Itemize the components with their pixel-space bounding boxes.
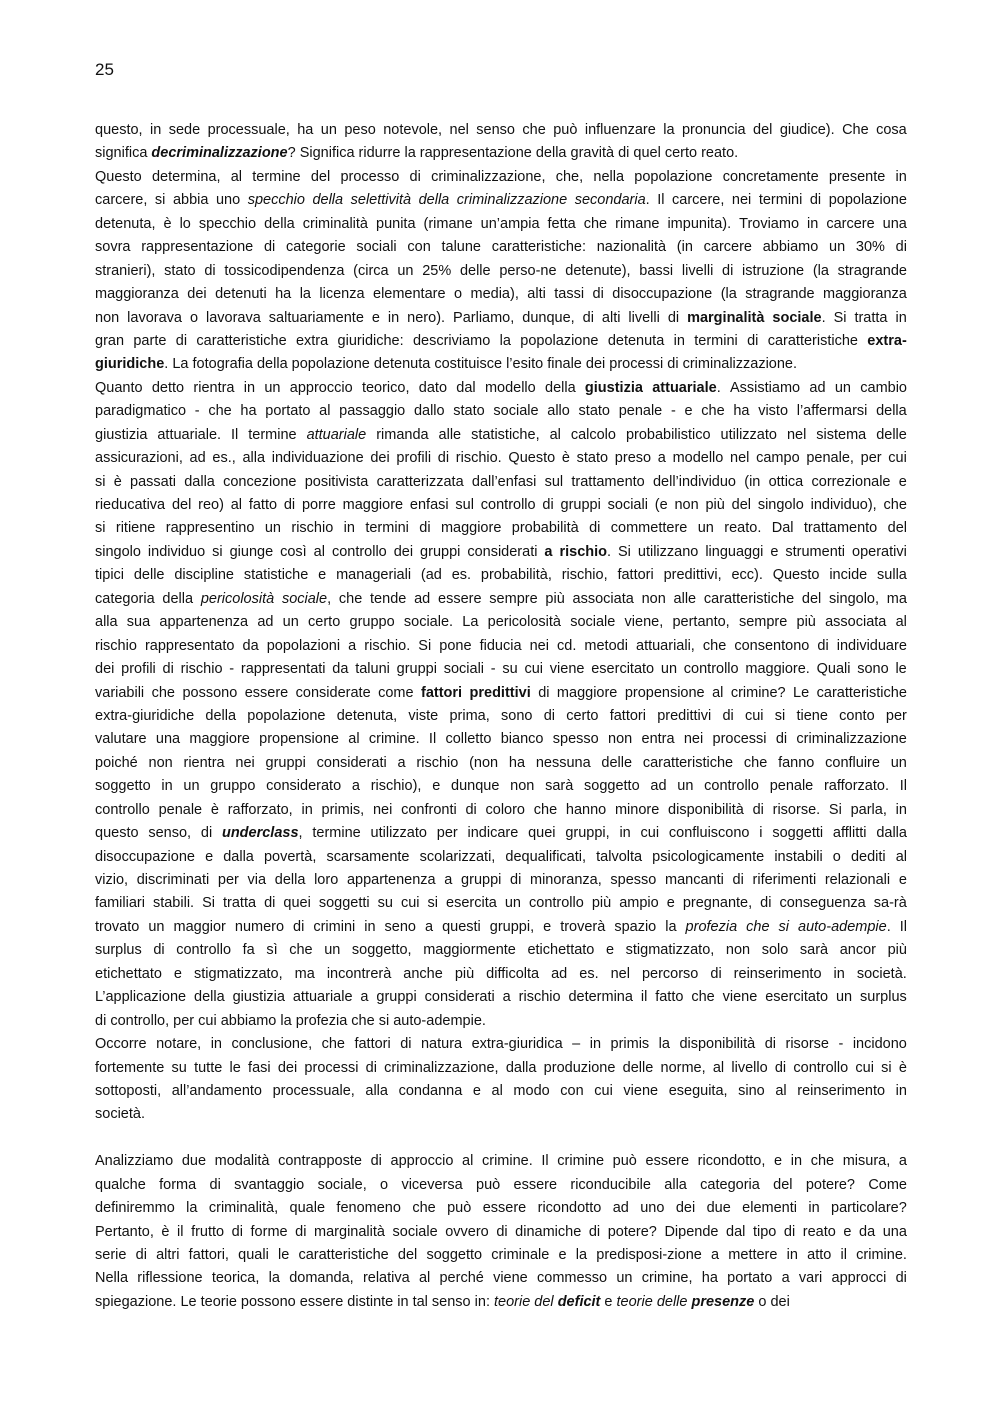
- text-line: Analizziamo due modalità contrapposte di approccio al crimine. Il crimine può essere ricondotto, e in che misura, a: [95, 1153, 907, 1170]
- text-line: detenuta, è lo specchio della criminalità punita (rimane un’ampia fetta che rimane impunita). Troviamo in carcere una: [95, 215, 907, 232]
- text-line: extra-giuridiche della popolazione detenuta, viste prima, sono di certo fattori predittivi di cui si tiene conto per: [95, 707, 907, 724]
- text-line: controllo penale è rafforzato, in primis, nei confronti di coloro che hanno minore disponibilità di risorse. Si parla, in: [95, 801, 907, 818]
- text-line: giuridiche. La fotografia della popolazione detenuta costituisce l’esito finale dei processi di criminalizzazione.: [95, 356, 798, 373]
- text-line: surplus di controllo fa sì che un soggetto, maggiormente etichettato e stigmatizzato, non solo sarà ancor più: [95, 942, 907, 959]
- text-line: familiari stabili. Si tratta di quei soggetti su cui si esercita un controllo più ampio e pregnante, di conseguenza sa-rà: [95, 895, 907, 912]
- text-line: società.: [95, 1106, 145, 1123]
- text-line: non lavorava o lavorava saltuariamente e in nero). Parliamo, dunque, di alti livelli di marginalità sociale. Si tratta in: [95, 309, 907, 326]
- text-line: Quanto detto rientra in un approccio teorico, dato dal modello della giustizia attuariale. Assistiamo ad un cambio: [95, 379, 907, 396]
- text-line: di controllo, per cui abbiamo la profezia che si auto-adempie.: [95, 1012, 486, 1029]
- text-line: questo, in sede processuale, ha un peso notevole, nel senso che può influenzare la pronuncia del giudice). Che cosa: [95, 122, 907, 138]
- text-line: vizio, discriminati per via della loro appartenenza a gruppi di minoranza, spesso mancanti di riferimenti relazionali e: [95, 872, 907, 888]
- text-line: etichettato e stigmatizzato, ma incontrerà anche più difficolta ad es. nel percorso di reinserimento in società.: [95, 965, 907, 982]
- text-line: poiché non rientra nei gruppi considerati a rischio (non ha nessuna delle caratteristiche che fanno confluire un: [95, 754, 907, 771]
- text-line: trovato un maggior numero di crimini in seno a questi gruppi, e troverà spazio la profezia che si auto-adempie. Il: [95, 918, 907, 935]
- text-line: carcere, si abbia uno specchio della selettività della criminalizzazione secondaria. Il carcere, nei termini di popolazione: [95, 192, 907, 209]
- text-line: qualche forma di svantaggio sociale, o viceversa può essere riconducibile alla categoria del potere? Come: [95, 1176, 907, 1193]
- text-line: L’applicazione della giustizia attuariale a gruppi considerati a rischio determina il fatto che viene esercitato un surplus: [95, 989, 907, 1006]
- text-line: spiegazione. Le teorie possono essere distinte in tal senso in: teorie del deficit e teorie delle presenze o dei: [95, 1293, 790, 1310]
- text-line: questo senso, di underclass, termine utilizzato per indicare quei gruppi, in cui confluiscono i soggetti afflitti dalla: [95, 825, 907, 842]
- text-line: soggetto in un gruppo considerato a rischio), e dunque non sarà soggetto ad un controllo penale rafforzato. Il: [95, 778, 907, 795]
- text-line: si è passati dalla concezione positivista caratterizzata dall’enfasi sul trattamento dell’individuo (in ottica correzionale e: [95, 473, 907, 490]
- text-line: definiremmo la criminalità, quale fenomeno che può essere ricondotto ad uno dei due elementi in particolare?: [95, 1200, 907, 1217]
- text-line: Occorre notare, in conclusione, che fattori di natura extra-giuridica – in primis la disponibilità di risorse - incidono: [95, 1036, 907, 1053]
- text-line: Pertanto, è il frutto di forme di marginalità sociale ovvero di dinamiche di potere? Dipende dal tipo di reato e da una: [95, 1223, 907, 1240]
- text-line: categoria della pericolosità sociale, che tende ad essere sempre più associata non alle caratteristiche del singolo, ma: [95, 590, 907, 607]
- text-line: rischio rappresentato da popolazioni a rischio. Si pone fiducia nei cd. metodi attuariali, che consentono di individuare: [95, 637, 907, 654]
- text-line: paradigmatico - che ha portato al passaggio dallo stato sociale allo stato penale - e che ha visto l’affermarsi della: [95, 403, 907, 420]
- text-line: stranieri), stato di tossicodipendenza (circa un 25% delle perso-ne detenute), bassi livelli di istruzione (la stragrande: [95, 262, 907, 279]
- text-line: maggioranza dei detenuti ha la licenza elementare o media), alti tassi di disoccupazione (la stragrande maggioranza: [95, 286, 907, 303]
- text-line: assicurazioni, ad es., alla individuazione dei profili di rischio. Questo è stato preso a modello nel campo penale, per cui: [95, 450, 907, 467]
- text-line: singolo individuo si giunge così al controllo dei gruppi considerati a rischio. Si utilizzano linguaggi e strumenti operativi: [95, 543, 907, 560]
- text-line: alla sua appartenenza ad un certo gruppo sociale. La pericolosità sociale viene, pertanto, sempre più associata al: [95, 614, 907, 631]
- text-line: si ritiene rappresentino un rischio in termini di maggiore probabilità di commettere un reato. Dal trattamento del: [95, 520, 907, 537]
- page-number: 25: [95, 60, 114, 79]
- text-line: fortemente su tutte le fasi dei processi di criminalizzazione, dalla produzione delle norme, al livello di controllo cui si è: [95, 1059, 907, 1076]
- text-line: significa decriminalizzazione? Significa ridurre la rappresentazione della gravità di quel certo reato.: [95, 145, 739, 162]
- text-line: Questo determina, al termine del processo di criminalizzazione, che, nella popolazione concretamente presente in: [95, 168, 907, 185]
- text-line: serie di altri fattori, quali le caratteristiche del soggetto criminale e la predisposi-zione a mettere in atto il crimine.: [95, 1247, 907, 1263]
- text-line: variabili che possono essere considerate come fattori predittivi di maggiore propensione al crimine? Le caratteristiche: [95, 684, 907, 701]
- text-line: disoccupazione e dalla povertà, scarsamente scolarizzati, dequalificati, talvolta psicologicamente instabili o dediti al: [95, 848, 907, 865]
- text-line: sottoposti, all’andamento processuale, alla condanna e al modo con cui viene eseguita, sino al reinserimento in: [95, 1082, 907, 1099]
- text-line: dei profili di rischio - rappresentati da taluni gruppi sociali - su cui viene esercitato un controllo maggiore. Quali sono le: [95, 661, 907, 678]
- document-body: [95, 119, 907, 1314]
- text-line: Nella riflessione teorica, la domanda, relativa al perché viene commesso un crimine, ha portato a vari approcci di: [95, 1270, 907, 1287]
- text-line: tipici delle discipline statistiche e manageriali (ad es. probabilità, rischio, fattori predittivi, ecc). Questo incide sulla: [95, 567, 907, 584]
- text-line: rieducativa del reo) al fatto di porre maggiore enfasi sul controllo di gruppi sociali (e non più del singolo individuo), che: [95, 497, 907, 513]
- text-line: valutare una maggiore propensione al crimine. Il colletto bianco spesso non entra nei processi di criminalizzazione: [95, 731, 907, 748]
- text-line: sovra rappresentazione di categorie sociali con talune caratteristiche: nazionalità (in carcere abbiamo un 30% di: [95, 239, 907, 256]
- text-line: giustizia attuariale. Il termine attuariale rimanda alle statistiche, al calcolo probabilistico utilizzato nel sistema delle: [95, 426, 907, 443]
- text-line: gran parte di caratteristiche extra giuridiche: descriviamo la popolazione detenuta in termini di caratteristiche extra-: [95, 332, 907, 349]
- paragraph-gap: [95, 1127, 907, 1150]
